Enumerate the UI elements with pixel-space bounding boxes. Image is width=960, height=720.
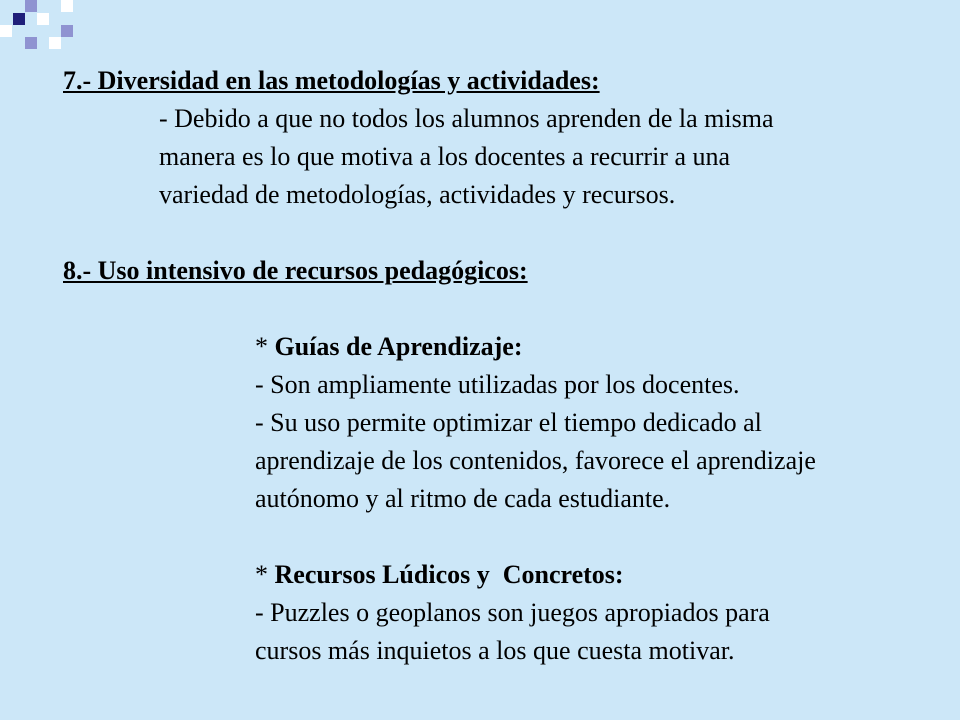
ludicos-line: cursos más inquietos a los que cuesta motivar.	[255, 636, 735, 665]
guias-block	[63, 328, 953, 518]
slide-content	[63, 62, 953, 670]
section-7-line: manera es lo que motiva a los docentes a recurrir a una	[159, 142, 731, 171]
corner-decoration	[0, 0, 80, 60]
guias-line: aprendizaje de los contenidos, favorece el aprendizaje	[255, 446, 816, 475]
guias-line: - Su uso permite optimizar el tiempo dedicado al	[255, 408, 762, 437]
square-mid-icon	[25, 37, 37, 49]
guias-title-text: Guías de Aprendizaje:	[274, 332, 523, 361]
section-7-line: - Debido a que no todos los alumnos aprenden de la misma	[159, 104, 774, 133]
square-light-icon	[49, 37, 61, 49]
square-mid-icon	[25, 0, 37, 12]
section-7-heading: 7.- Diversidad en las metodologías y actividades:	[63, 66, 600, 95]
square-light-icon	[37, 13, 49, 25]
square-light-icon	[0, 25, 12, 37]
square-mid-icon	[61, 25, 73, 37]
ludicos-line: - Puzzles o geoplanos son juegos apropiados para	[255, 598, 770, 627]
guias-line: autónomo y al ritmo de cada estudiante.	[255, 484, 671, 513]
section-7-body	[63, 100, 953, 214]
guias-title	[255, 328, 953, 366]
guias-line: - Son ampliamente utilizadas por los docentes.	[255, 370, 740, 399]
ludicos-title-text: Recursos Lúdicos y Concretos:	[274, 560, 624, 589]
section-8-heading: 8.- Uso intensivo de recursos pedagógicos:	[63, 256, 528, 285]
ludicos-title	[255, 556, 953, 594]
square-dark-icon	[13, 13, 25, 25]
bullet: *	[255, 560, 275, 589]
bullet: *	[255, 332, 275, 361]
square-light-icon	[61, 0, 73, 12]
section-7-line: variedad de metodologías, actividades y recursos.	[159, 180, 676, 209]
ludicos-block	[63, 556, 953, 670]
